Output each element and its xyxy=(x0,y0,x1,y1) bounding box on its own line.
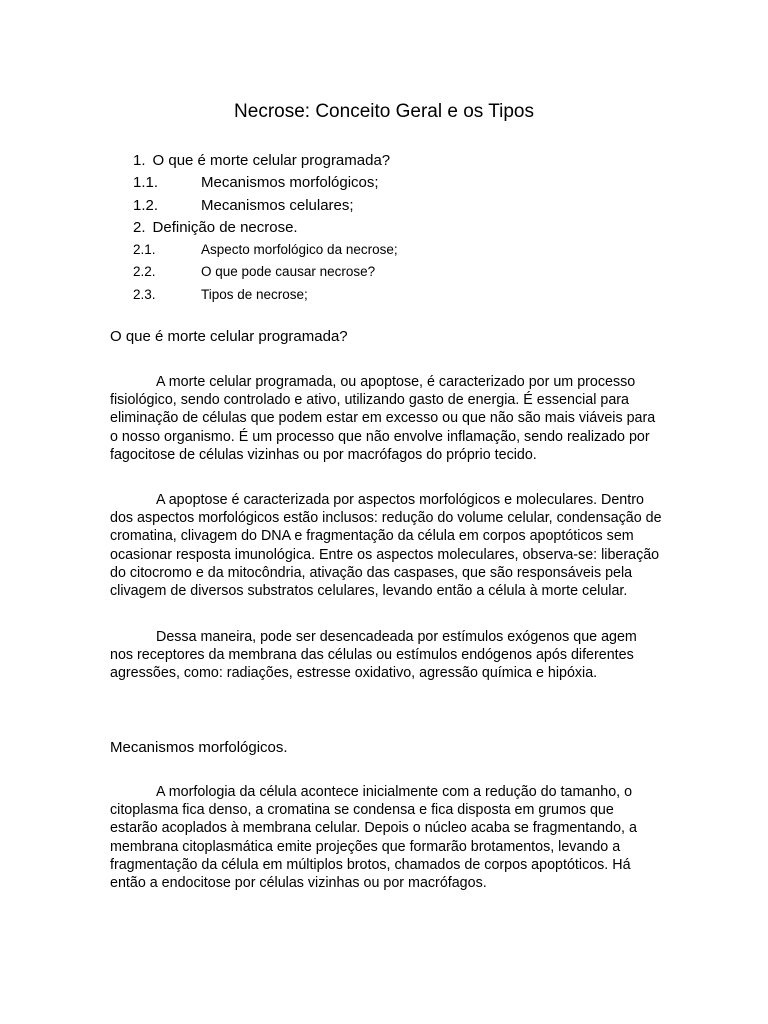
toc-item-number: 1.2. xyxy=(133,196,159,214)
section-heading: O que é morte celular programada? xyxy=(110,328,348,345)
toc-item-number: 2. xyxy=(133,218,146,236)
toc-item-label: Aspecto morfológico da necrose; xyxy=(201,242,398,258)
toc-item xyxy=(133,261,653,283)
toc-item xyxy=(133,172,653,194)
toc-item-number: 2.2. xyxy=(133,264,156,280)
toc-item-label: O que é morte celular programada? xyxy=(152,152,391,169)
paragraph: A apoptose é caracterizada por aspectos morfológicos e moleculares. Dentro dos aspectos morfológicos estão inclusos: redução do volume celular, condensação de cromatina, clivagem do DNA e fragmentação da célula em corpos apoptóticos sem ocasionar resposta imunológica. Entre os aspectos moleculares, observa-se: liberação do citocromo e da mitocôndria, ativação das caspases, que são responsáveis pela clivagem de diversos substratos celulares, levando então a célula à morte celular. xyxy=(110,492,662,600)
toc-item xyxy=(133,150,653,172)
toc-item-label: Tipos de necrose; xyxy=(201,286,308,302)
document-title: Necrose: Conceito Geral e os Tipos xyxy=(234,101,534,122)
section-heading: Mecanismos morfológicos. xyxy=(110,739,288,756)
paragraph: Dessa maneira, pode ser desencadeada por estímulos exógenos que agem nos receptores da membrana das células ou estímulos endógenos após diferentes agressões, como: radiações, estresse oxidativo, agressão química e hipóxia. xyxy=(110,629,637,682)
toc-item-number: 1.1. xyxy=(133,174,159,192)
toc-item-number: 2.3. xyxy=(133,286,156,302)
toc-item xyxy=(133,284,653,306)
toc-item-number: 2.1. xyxy=(133,242,156,258)
toc-item-label: Mecanismos celulares; xyxy=(201,196,354,214)
toc-item xyxy=(133,217,653,239)
toc-item-label: O que pode causar necrose? xyxy=(201,264,376,280)
table-of-contents xyxy=(133,150,653,306)
toc-item-label: Mecanismos morfológicos; xyxy=(201,174,379,192)
paragraph: A morte celular programada, ou apoptose, é caracterizado por um processo fisiológico, sendo controlado e ativo, utilizando gasto de energia. É essencial para eliminação de células que podem estar em excesso ou que não são mais viáveis para o nosso organismo. É um processo que não envolve inflamação, sendo realizado por fagocitose de células vizinhas ou por macrófagos do próprio tecido. xyxy=(110,374,656,463)
paragraph: A morfologia da célula acontece inicialmente com a redução do tamanho, o citoplasma fica denso, a cromatina se condensa e fica disposta em grumos que estarão acoplados à membrana celular. Depois o núcleo acaba se fragmentando, a membrana citoplasmática emite projeções que formarão brotamentos, levando a fragmentação da célula em múltiplos brotos, chamados de corpos apoptóticos. Há então a endocitose por células vizinhas ou por macrófagos. xyxy=(110,784,637,892)
toc-item xyxy=(133,239,653,261)
toc-item-label: Definição de necrose. xyxy=(152,218,298,236)
toc-item xyxy=(133,195,653,217)
toc-item-number: 1. xyxy=(133,152,146,169)
